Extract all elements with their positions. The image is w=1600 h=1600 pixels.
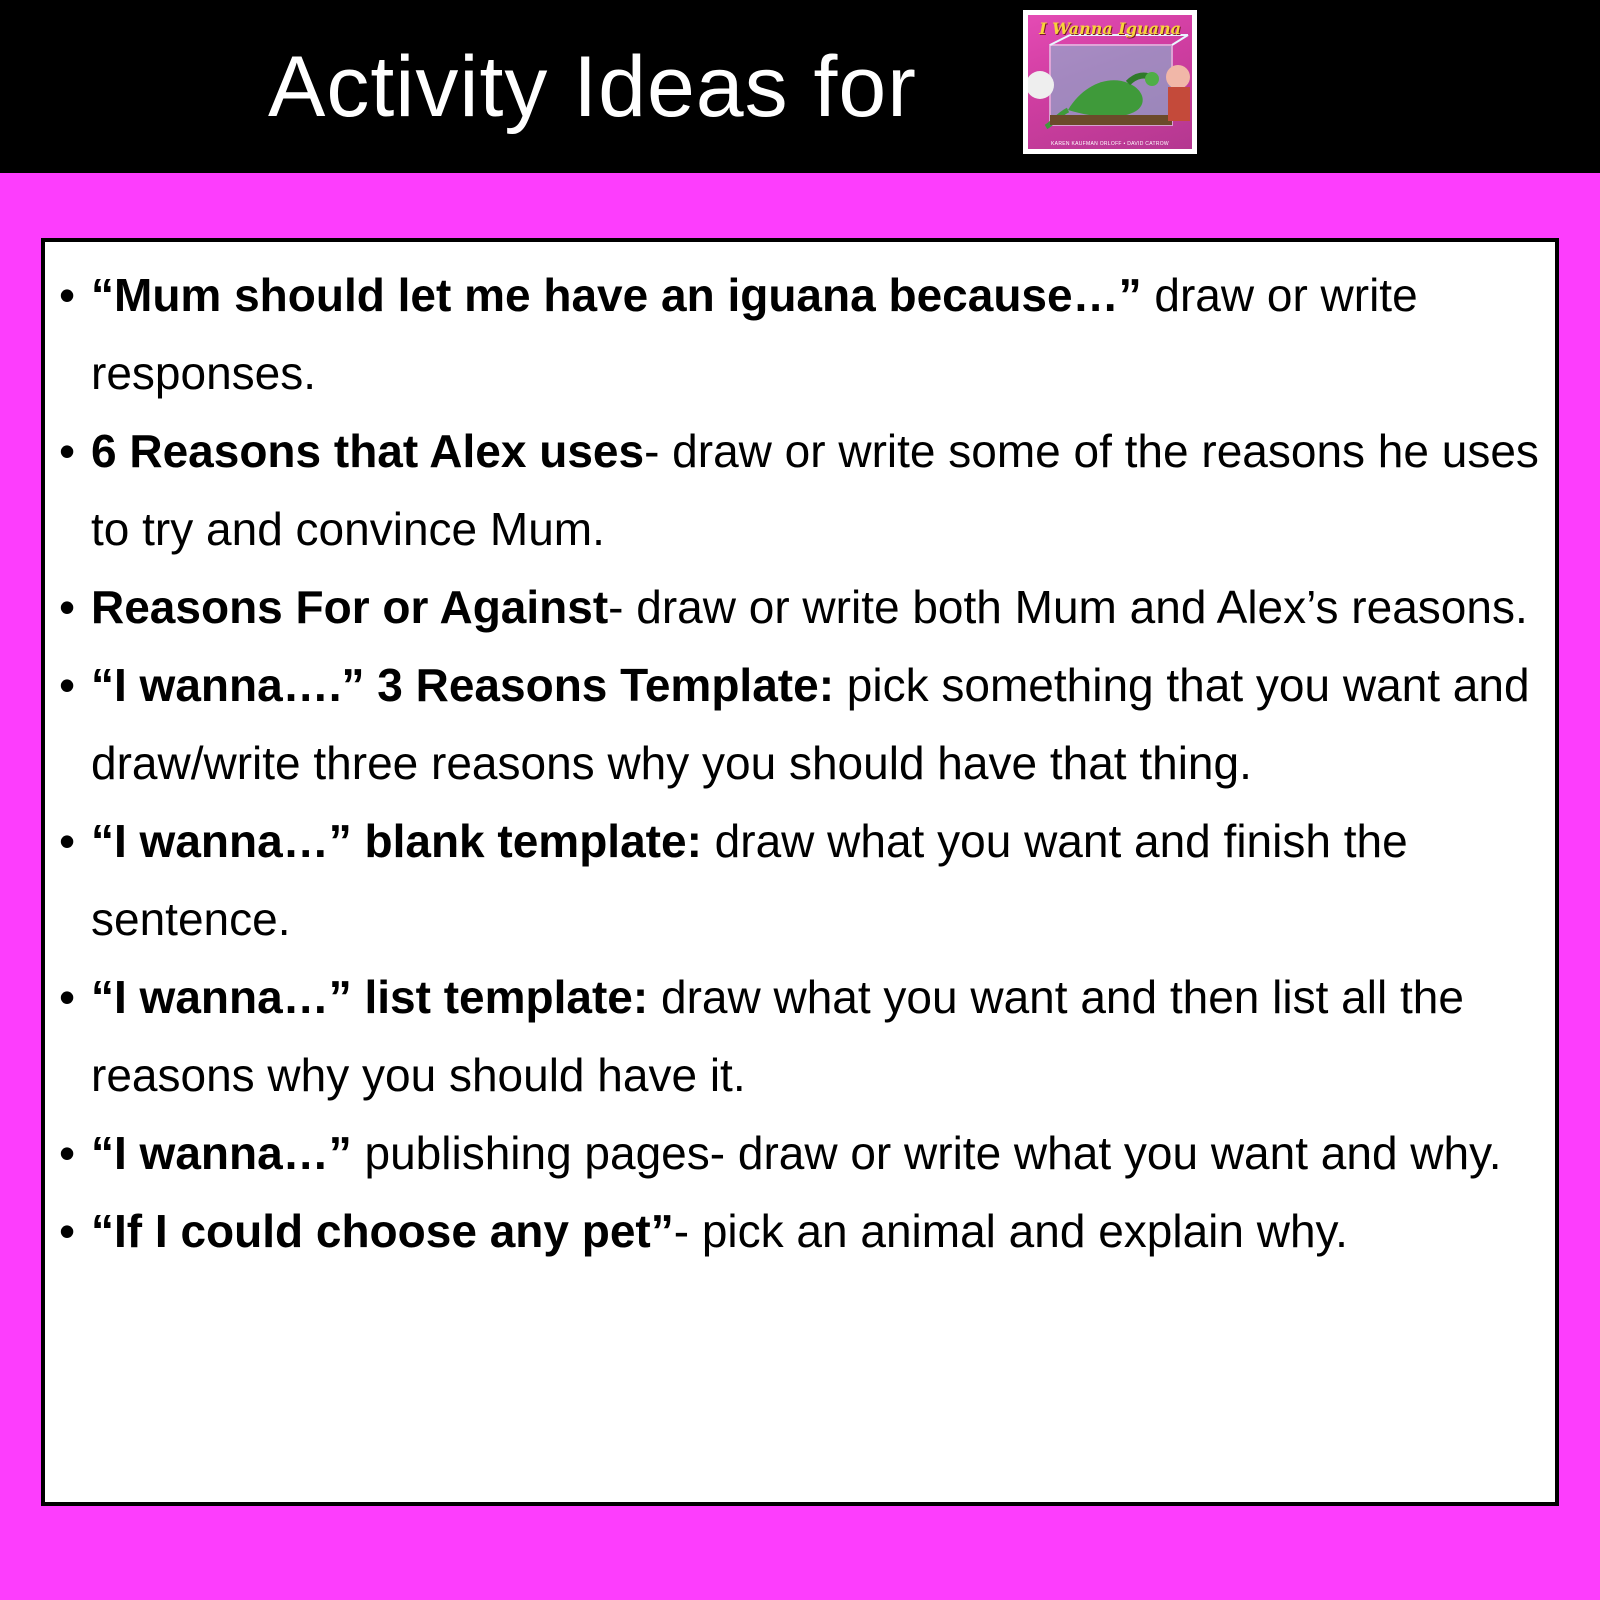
activity-name: Reasons For or Against: [91, 581, 609, 633]
activity-description: publishing pages- draw or write what you want and why.: [351, 1127, 1502, 1179]
bullet: •: [59, 269, 76, 321]
book-cover-image: [1023, 10, 1197, 154]
activity-description: draw what you want and finish the sentence.: [91, 815, 1408, 945]
activity-name: “I wanna…”: [91, 1127, 352, 1179]
activity-name: “Mum should let me have an iguana because…”: [91, 269, 1142, 321]
bullet: •: [59, 581, 76, 633]
activity-name: “If I could choose any pet”: [91, 1205, 674, 1257]
bullet: •: [59, 971, 76, 1023]
bullet: •: [59, 659, 76, 711]
page-title: Activity Ideas for: [268, 39, 917, 135]
activity-card: [41, 238, 1559, 1506]
bullet: •: [59, 425, 76, 477]
list-item: [59, 256, 1549, 412]
activity-name: “I wanna…” list template:: [91, 971, 649, 1023]
list-item: [59, 1114, 1549, 1192]
bullet: •: [59, 815, 76, 867]
activity-name: 6 Reasons that Alex uses: [91, 425, 645, 477]
list-item: [59, 646, 1549, 802]
activity-description: - draw or write some of the reasons he uses to try and convince Mum.: [91, 425, 1539, 555]
list-item: [59, 568, 1549, 646]
list-item: [59, 958, 1549, 1114]
activity-description: draw what you want and then list all the reasons why you should have it.: [91, 971, 1464, 1101]
list-item: [59, 1192, 1549, 1270]
activity-description: - draw or write both Mum and Alex’s reasons.: [608, 581, 1528, 633]
book-cover-art: [1028, 15, 1192, 149]
activity-name: “I wanna….” 3 Reasons Template:: [91, 659, 835, 711]
list-item: [59, 802, 1549, 958]
bullet: •: [59, 1205, 76, 1257]
header-bar: [0, 0, 1600, 173]
list-item: [59, 412, 1549, 568]
activity-description: - pick an animal and explain why.: [673, 1205, 1348, 1257]
book-cover-title: I Wanna Iguana: [1039, 19, 1181, 38]
activity-list: [59, 256, 1549, 1270]
book-cover-credit: KAREN KAUFMAN ORLOFF • DAVID CATROW: [1051, 141, 1169, 147]
activity-name: “I wanna…” blank template:: [91, 815, 702, 867]
activity-description: pick something that you want and draw/write three reasons why you should have that thing.: [91, 659, 1530, 789]
activity-description: draw or write responses.: [91, 269, 1418, 399]
bullet: •: [59, 1127, 76, 1179]
